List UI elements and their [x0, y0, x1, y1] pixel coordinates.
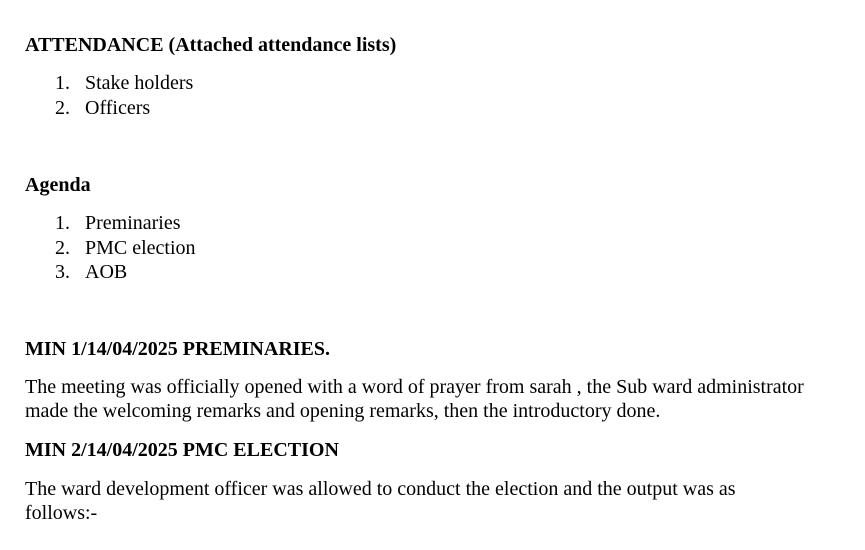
list-number: 1.	[55, 212, 70, 234]
list-item	[25, 96, 425, 121]
min2-heading: MIN 2/14/04/2025 PMC ELECTION	[25, 439, 339, 461]
min2-paragraph: The ward development officer was allowed to conduct the election and the output was as follows:-	[25, 478, 736, 524]
list-number: 2.	[55, 236, 70, 259]
agenda-heading: Agenda	[25, 174, 91, 196]
list-number: 1.	[55, 72, 70, 94]
list-item	[25, 236, 425, 261]
list-item	[25, 211, 425, 236]
list-text: Stake holders	[85, 72, 194, 94]
list-item	[25, 71, 425, 96]
agenda-list	[25, 211, 425, 285]
attendance-list	[25, 71, 425, 120]
list-text: Officers	[85, 96, 151, 119]
list-item	[25, 260, 425, 285]
list-text: Preminaries	[85, 212, 181, 234]
list-number: 2.	[55, 96, 70, 119]
min1-heading: MIN 1/14/04/2025 PREMINARIES.	[25, 338, 331, 360]
list-text: AOB	[85, 261, 128, 283]
list-number: 3.	[55, 261, 70, 283]
list-text: PMC election	[85, 236, 196, 259]
attendance-heading: ATTENDANCE (Attached attendance lists)	[25, 34, 397, 56]
min1-paragraph: The meeting was officially opened with a word of prayer from sarah , the Sub ward administrator made the welcoming remarks and opening remarks, then the introductory done.	[25, 376, 804, 422]
